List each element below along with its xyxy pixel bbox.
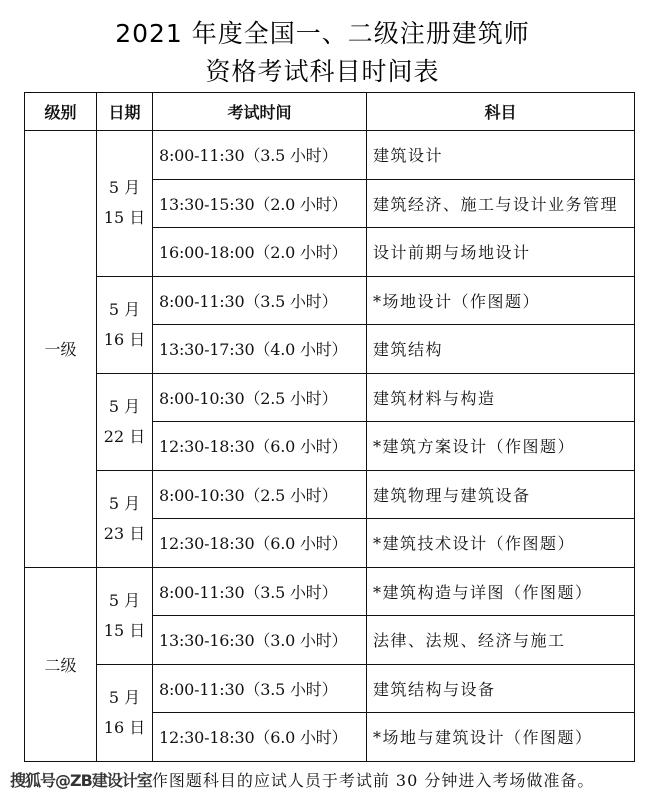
time-cell: 12:30-18:30（6.0 小时） — [153, 713, 367, 762]
footnote — [10, 768, 594, 791]
subject-cell: *场地设计（作图题） — [367, 276, 635, 325]
header-subject: 科目 — [367, 93, 635, 131]
time-cell: 12:30-18:30（6.0 小时） — [153, 519, 367, 568]
time-cell: 13:30-16:30（3.0 小时） — [153, 616, 367, 665]
time-cell: 16:00-18:00（2.0 小时） — [153, 228, 367, 277]
table-row — [25, 276, 635, 325]
subject-cell: 建筑物理与建筑设备 — [367, 470, 635, 519]
date-day: 22 日 — [103, 426, 146, 446]
date-month: 5 月 — [108, 493, 141, 513]
date-month: 5 月 — [108, 299, 141, 319]
time-cell: 8:00-10:30（2.5 小时） — [153, 373, 367, 422]
watermark: 搜狐号@ZB建设计室 — [10, 771, 152, 790]
date-month: 5 月 — [108, 396, 141, 416]
time-cell: 8:00-10:30（2.5 小时） — [153, 470, 367, 519]
table-row — [25, 373, 635, 422]
date-month: 5 月 — [108, 590, 141, 610]
date-day: 16 日 — [103, 717, 146, 737]
table-row — [25, 567, 635, 616]
header-row — [25, 93, 635, 131]
subject-cell: 法律、法规、经济与施工 — [367, 616, 635, 665]
subject-cell: *建筑方案设计（作图题） — [367, 422, 635, 471]
date-day: 15 日 — [103, 208, 146, 228]
level-cell-grade-2: 二级 — [25, 567, 97, 761]
table-row — [25, 664, 635, 713]
subject-cell: 建筑结构与设备 — [367, 664, 635, 713]
date-cell — [97, 276, 153, 373]
subject-cell: 建筑材料与构造 — [367, 373, 635, 422]
subject-cell: 设计前期与场地设计 — [367, 228, 635, 277]
date-cell — [97, 373, 153, 470]
header-date: 日期 — [97, 93, 153, 131]
time-cell: 12:30-18:30（6.0 小时） — [153, 422, 367, 471]
time-cell: 8:00-11:30（3.5 小时） — [153, 276, 367, 325]
date-day: 15 日 — [103, 620, 146, 640]
time-cell: 13:30-15:30（2.0 小时） — [153, 179, 367, 228]
exam-schedule-table — [24, 92, 635, 762]
header-exam-time: 考试时间 — [153, 93, 367, 131]
subject-cell: 建筑经济、施工与设计业务管理 — [367, 179, 635, 228]
table-row — [25, 470, 635, 519]
date-day: 23 日 — [103, 523, 146, 543]
date-cell — [97, 664, 153, 761]
subject-cell: *建筑技术设计（作图题） — [367, 519, 635, 568]
date-month: 5 月 — [108, 178, 141, 198]
subject-cell: 建筑设计 — [367, 131, 635, 180]
level-cell-grade-1: 一级 — [25, 131, 97, 568]
page-title-line-2: 资格考试科目时间表 — [205, 57, 440, 86]
time-cell: 8:00-11:30（3.5 小时） — [153, 567, 367, 616]
time-cell: 8:00-11:30（3.5 小时） — [153, 664, 367, 713]
date-month: 5 月 — [108, 687, 141, 707]
date-cell — [97, 131, 153, 277]
subject-cell: 建筑结构 — [367, 325, 635, 374]
date-cell — [97, 470, 153, 567]
footnote-text: 作图题科目的应试人员于考试前 30 分钟进入考场做准备。 — [151, 771, 595, 790]
date-day: 16 日 — [103, 329, 146, 349]
subject-cell: *场地与建筑设计（作图题） — [367, 713, 635, 762]
time-cell: 13:30-17:30（4.0 小时） — [153, 325, 367, 374]
subject-cell: *建筑构造与详图（作图题） — [367, 567, 635, 616]
time-cell: 8:00-11:30（3.5 小时） — [153, 131, 367, 180]
table-row — [25, 131, 635, 180]
header-level: 级别 — [25, 93, 97, 131]
date-cell — [97, 567, 153, 664]
page-title-line-1: 2021 年度全国一、二级注册建筑师 — [115, 19, 530, 48]
